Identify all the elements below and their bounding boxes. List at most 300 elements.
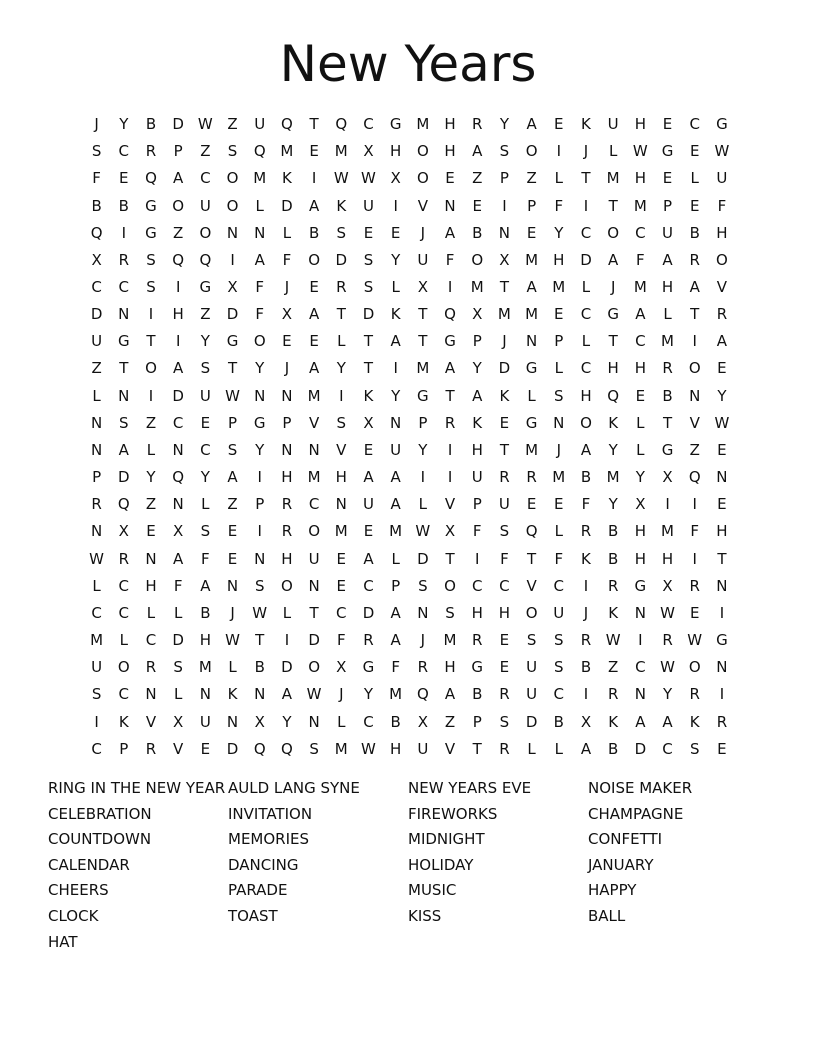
grid-cell[interactable]: V <box>173 739 184 758</box>
grid-cell[interactable]: H <box>471 603 483 622</box>
grid-cell[interactable]: W <box>361 739 376 758</box>
grid-cell[interactable]: B <box>145 115 157 134</box>
grid-cell[interactable]: Q <box>172 468 185 487</box>
grid-cell[interactable]: I <box>583 685 589 704</box>
grid-cell[interactable]: R <box>607 685 619 704</box>
grid-cell[interactable]: N <box>281 440 293 459</box>
grid-cell[interactable]: X <box>173 522 184 541</box>
grid-cell[interactable]: I <box>175 332 181 351</box>
grid-cell[interactable]: D <box>362 305 375 324</box>
grid-cell[interactable]: J <box>420 223 426 242</box>
grid-cell[interactable]: E <box>689 603 700 622</box>
grid-cell[interactable]: R <box>689 250 700 269</box>
grid-cell[interactable]: A <box>526 115 537 134</box>
grid-cell[interactable]: G <box>661 142 674 161</box>
grid-cell[interactable]: N <box>90 522 103 541</box>
grid-cell[interactable]: Y <box>635 468 645 487</box>
grid-cell[interactable]: Z <box>689 440 700 459</box>
grid-cell[interactable]: M <box>525 250 539 269</box>
grid-cell[interactable]: X <box>662 576 673 595</box>
grid-cell[interactable]: R <box>281 495 293 514</box>
grid-cell[interactable]: E <box>635 386 646 405</box>
grid-cell[interactable]: N <box>525 332 538 351</box>
grid-cell[interactable]: T <box>690 305 700 324</box>
grid-cell[interactable]: T <box>581 169 591 188</box>
grid-cell[interactable]: I <box>502 196 507 215</box>
grid-cell[interactable]: M <box>606 169 620 188</box>
grid-cell[interactable]: P <box>472 495 482 514</box>
grid-cell[interactable]: D <box>226 739 239 758</box>
grid-cell[interactable]: V <box>145 712 157 731</box>
grid-cell[interactable]: X <box>390 169 401 188</box>
grid-cell[interactable]: R <box>580 522 592 541</box>
grid-cell[interactable]: E <box>309 332 319 351</box>
grid-cell[interactable]: F <box>445 250 455 269</box>
grid-cell[interactable]: A <box>444 685 456 704</box>
grid-cell[interactable]: O <box>688 658 701 677</box>
grid-cell[interactable]: T <box>255 631 265 650</box>
grid-cell[interactable]: I <box>475 549 480 568</box>
grid-cell[interactable]: D <box>580 250 592 269</box>
grid-cell[interactable]: I <box>447 278 453 297</box>
grid-cell[interactable]: O <box>117 658 130 677</box>
grid-cell[interactable]: Z <box>227 115 238 134</box>
grid-cell[interactable]: W <box>225 386 240 405</box>
grid-cell[interactable]: K <box>363 386 374 405</box>
grid-cell[interactable]: L <box>554 169 563 188</box>
grid-cell[interactable]: R <box>363 631 374 650</box>
grid-cell[interactable]: U <box>526 658 538 677</box>
grid-cell[interactable]: Q <box>253 739 266 758</box>
grid-cell[interactable]: C <box>118 278 130 297</box>
grid-cell[interactable]: X <box>254 712 265 731</box>
grid-cell[interactable]: H <box>634 169 646 188</box>
grid-cell[interactable]: A <box>472 142 483 161</box>
grid-cell[interactable]: M <box>525 440 539 459</box>
grid-cell[interactable]: A <box>390 332 401 351</box>
grid-cell[interactable]: X <box>444 522 456 541</box>
grid-cell[interactable]: E <box>526 223 537 242</box>
grid-cell[interactable]: M <box>307 386 321 405</box>
grid-cell[interactable]: R <box>716 712 728 731</box>
grid-cell[interactable]: Y <box>255 440 265 459</box>
grid-cell[interactable]: A <box>716 332 728 351</box>
grid-cell[interactable]: Q <box>416 685 429 704</box>
grid-cell[interactable]: W <box>714 413 730 432</box>
grid-cell[interactable]: E <box>662 169 673 188</box>
grid-cell[interactable]: M <box>253 169 267 188</box>
grid-cell[interactable]: W <box>415 522 431 541</box>
grid-cell[interactable]: D <box>498 359 511 378</box>
grid-cell[interactable]: E <box>200 413 211 432</box>
grid-cell[interactable]: X <box>499 250 510 269</box>
grid-cell[interactable]: M <box>661 332 674 351</box>
grid-cell[interactable]: H <box>390 142 402 161</box>
grid-cell[interactable]: W <box>306 685 322 704</box>
grid-cell[interactable]: D <box>118 468 130 487</box>
grid-cell[interactable]: O <box>444 576 456 595</box>
grid-cell[interactable]: W <box>660 658 675 677</box>
grid-cell[interactable]: N <box>254 685 266 704</box>
grid-cell[interactable]: T <box>146 332 156 351</box>
grid-cell[interactable]: I <box>121 223 126 242</box>
grid-cell[interactable]: R <box>118 250 129 269</box>
grid-cell[interactable]: V <box>308 413 320 432</box>
grid-cell[interactable]: E <box>119 169 129 188</box>
grid-cell[interactable]: N <box>145 549 157 568</box>
grid-cell[interactable]: M <box>334 142 348 161</box>
grid-cell[interactable]: H <box>281 468 293 487</box>
grid-cell[interactable]: L <box>92 576 101 595</box>
grid-cell[interactable]: O <box>525 142 538 161</box>
grid-cell[interactable]: O <box>145 359 157 378</box>
grid-cell[interactable]: U <box>417 250 429 269</box>
grid-cell[interactable]: U <box>199 386 211 405</box>
grid-cell[interactable]: L <box>527 386 536 405</box>
grid-cell[interactable]: L <box>690 169 699 188</box>
grid-cell[interactable]: W <box>225 631 240 650</box>
grid-cell[interactable]: T <box>499 278 509 297</box>
grid-cell[interactable]: L <box>337 712 346 731</box>
grid-cell[interactable]: F <box>391 658 400 677</box>
grid-cell[interactable]: L <box>119 631 128 650</box>
grid-cell[interactable]: N <box>308 576 320 595</box>
grid-cell[interactable]: Y <box>200 468 210 487</box>
grid-cell[interactable]: G <box>145 196 157 215</box>
grid-cell[interactable]: R <box>716 305 728 324</box>
grid-cell[interactable]: C <box>308 495 320 514</box>
grid-cell[interactable]: V <box>336 440 347 459</box>
grid-cell[interactable]: E <box>146 522 156 541</box>
grid-cell[interactable]: E <box>336 549 347 568</box>
grid-cell[interactable]: L <box>282 223 292 242</box>
grid-cell[interactable]: O <box>607 223 620 242</box>
grid-cell[interactable]: X <box>118 522 129 541</box>
grid-cell[interactable]: B <box>118 196 129 215</box>
grid-cell[interactable]: F <box>173 576 183 595</box>
grid-cell[interactable]: L <box>146 603 156 622</box>
grid-cell[interactable]: I <box>420 468 426 487</box>
grid-cell[interactable]: U <box>662 223 674 242</box>
grid-cell[interactable]: I <box>257 468 262 487</box>
grid-cell[interactable]: T <box>608 332 618 351</box>
grid-cell[interactable]: N <box>226 712 239 731</box>
grid-cell[interactable]: Q <box>199 250 212 269</box>
grid-cell[interactable]: P <box>472 712 482 731</box>
grid-cell[interactable]: G <box>716 631 728 650</box>
grid-cell[interactable]: M <box>470 278 484 297</box>
grid-cell[interactable]: F <box>500 549 509 568</box>
grid-cell[interactable]: L <box>608 142 618 161</box>
grid-cell[interactable]: H <box>281 549 293 568</box>
grid-cell[interactable]: O <box>688 359 701 378</box>
grid-cell[interactable]: Q <box>172 250 185 269</box>
grid-cell[interactable]: C <box>580 359 592 378</box>
grid-cell[interactable]: U <box>471 468 483 487</box>
grid-cell[interactable]: E <box>499 631 510 650</box>
grid-cell[interactable]: L <box>255 196 264 215</box>
grid-cell[interactable]: F <box>690 522 700 541</box>
grid-cell[interactable]: R <box>281 522 293 541</box>
grid-cell[interactable]: A <box>173 549 184 568</box>
grid-cell[interactable]: J <box>284 278 290 297</box>
grid-cell[interactable]: J <box>556 440 561 459</box>
grid-cell[interactable]: H <box>172 305 184 324</box>
grid-cell[interactable]: L <box>636 413 645 432</box>
grid-cell[interactable]: I <box>94 712 99 731</box>
grid-cell[interactable]: Z <box>200 142 211 161</box>
grid-cell[interactable]: Z <box>145 413 157 432</box>
grid-cell[interactable]: G <box>525 359 538 378</box>
grid-cell[interactable]: L <box>527 739 536 758</box>
grid-cell[interactable]: L <box>663 305 672 324</box>
grid-cell[interactable]: K <box>499 386 510 405</box>
grid-cell[interactable]: P <box>228 413 238 432</box>
grid-cell[interactable]: R <box>444 413 456 432</box>
grid-cell[interactable]: Q <box>335 115 348 134</box>
grid-cell[interactable]: D <box>172 386 184 405</box>
grid-cell[interactable]: V <box>689 413 700 432</box>
grid-cell[interactable]: S <box>146 278 156 297</box>
grid-cell[interactable]: G <box>362 658 375 677</box>
grid-cell[interactable]: U <box>199 712 211 731</box>
grid-cell[interactable]: C <box>200 169 211 188</box>
grid-cell[interactable]: C <box>363 115 374 134</box>
grid-cell[interactable]: V <box>444 739 456 758</box>
grid-cell[interactable]: Y <box>499 115 509 134</box>
grid-cell[interactable]: H <box>634 522 646 541</box>
grid-cell[interactable]: D <box>417 549 429 568</box>
grid-cell[interactable]: L <box>391 278 400 297</box>
grid-cell[interactable]: A <box>363 468 374 487</box>
grid-cell[interactable]: P <box>173 142 183 161</box>
grid-cell[interactable]: I <box>148 305 154 324</box>
grid-cell[interactable]: N <box>716 658 728 677</box>
grid-cell[interactable]: I <box>257 522 262 541</box>
grid-cell[interactable]: N <box>716 576 728 595</box>
grid-cell[interactable]: O <box>580 413 592 432</box>
grid-cell[interactable]: J <box>339 685 344 704</box>
grid-cell[interactable]: A <box>254 250 265 269</box>
grid-cell[interactable]: O <box>308 658 320 677</box>
grid-cell[interactable]: C <box>363 576 374 595</box>
grid-cell[interactable]: M <box>552 278 566 297</box>
grid-cell[interactable]: C <box>172 413 184 432</box>
grid-cell[interactable]: K <box>581 115 591 134</box>
grid-cell[interactable]: Q <box>117 495 130 514</box>
grid-cell[interactable]: U <box>526 685 538 704</box>
grid-cell[interactable]: B <box>472 685 483 704</box>
grid-cell[interactable]: Q <box>90 223 103 242</box>
grid-cell[interactable]: I <box>638 631 643 650</box>
grid-cell[interactable]: N <box>417 603 429 622</box>
grid-cell[interactable]: M <box>633 196 647 215</box>
grid-cell[interactable]: M <box>416 115 430 134</box>
grid-cell[interactable]: U <box>390 440 402 459</box>
grid-cell[interactable]: Y <box>418 440 428 459</box>
grid-cell[interactable]: E <box>390 223 401 242</box>
grid-cell[interactable]: H <box>145 576 157 595</box>
grid-cell[interactable]: S <box>200 522 211 541</box>
grid-cell[interactable]: C <box>91 278 102 297</box>
grid-cell[interactable]: W <box>605 631 621 650</box>
grid-cell[interactable]: W <box>361 169 376 188</box>
grid-cell[interactable]: F <box>472 522 482 541</box>
grid-cell[interactable]: A <box>580 739 592 758</box>
grid-cell[interactable]: U <box>254 115 266 134</box>
grid-cell[interactable]: M <box>661 522 674 541</box>
grid-cell[interactable]: S <box>200 359 211 378</box>
grid-cell[interactable]: K <box>118 712 129 731</box>
grid-cell[interactable]: G <box>716 115 728 134</box>
grid-cell[interactable]: X <box>417 712 428 731</box>
grid-cell[interactable]: Z <box>526 169 537 188</box>
grid-cell[interactable]: M <box>307 468 321 487</box>
grid-cell[interactable]: Z <box>472 169 483 188</box>
grid-cell[interactable]: O <box>226 196 239 215</box>
grid-cell[interactable]: M <box>334 739 348 758</box>
grid-cell[interactable]: X <box>580 712 592 731</box>
grid-cell[interactable]: I <box>447 440 453 459</box>
grid-cell[interactable]: I <box>311 169 317 188</box>
grid-cell[interactable]: K <box>608 712 619 731</box>
grid-cell[interactable]: U <box>362 495 374 514</box>
grid-cell[interactable]: T <box>119 359 129 378</box>
grid-cell[interactable]: R <box>662 631 673 650</box>
grid-cell[interactable]: N <box>390 413 402 432</box>
grid-cell[interactable]: X <box>363 142 374 161</box>
grid-cell[interactable]: J <box>502 332 507 351</box>
grid-cell[interactable]: T <box>445 386 455 405</box>
grid-cell[interactable]: R <box>580 631 592 650</box>
grid-cell[interactable]: S <box>91 685 102 704</box>
grid-cell[interactable]: C <box>118 685 130 704</box>
grid-cell[interactable]: L <box>554 739 563 758</box>
grid-cell[interactable]: C <box>580 305 592 324</box>
grid-cell[interactable]: P <box>418 413 428 432</box>
grid-cell[interactable]: L <box>636 440 645 459</box>
grid-cell[interactable]: N <box>90 413 103 432</box>
grid-cell[interactable]: O <box>281 576 293 595</box>
grid-cell[interactable]: Y <box>391 250 401 269</box>
grid-cell[interactable]: Y <box>608 495 618 514</box>
grid-cell[interactable]: A <box>444 359 456 378</box>
grid-cell[interactable]: M <box>443 631 457 650</box>
grid-cell[interactable]: A <box>227 468 238 487</box>
grid-cell[interactable]: K <box>390 305 401 324</box>
grid-cell[interactable]: L <box>228 658 237 677</box>
grid-cell[interactable]: O <box>416 169 429 188</box>
grid-cell[interactable]: Y <box>363 685 374 704</box>
grid-cell[interactable]: N <box>716 468 728 487</box>
grid-cell[interactable]: X <box>281 305 293 324</box>
grid-cell[interactable]: A <box>390 603 401 622</box>
grid-cell[interactable]: Q <box>145 169 157 188</box>
grid-cell[interactable]: V <box>444 495 456 514</box>
grid-cell[interactable]: C <box>118 576 130 595</box>
grid-cell[interactable]: E <box>526 495 537 514</box>
grid-cell[interactable]: K <box>689 712 700 731</box>
grid-cell[interactable]: C <box>91 603 102 622</box>
grid-cell[interactable]: X <box>227 278 238 297</box>
grid-cell[interactable]: E <box>336 576 347 595</box>
grid-cell[interactable]: I <box>692 549 697 568</box>
grid-cell[interactable]: P <box>472 332 482 351</box>
grid-cell[interactable]: G <box>444 332 456 351</box>
grid-cell[interactable]: N <box>689 386 701 405</box>
grid-cell[interactable]: N <box>335 495 347 514</box>
grid-cell[interactable]: L <box>282 603 292 622</box>
grid-cell[interactable]: A <box>635 305 646 324</box>
grid-cell[interactable]: R <box>526 468 537 487</box>
grid-cell[interactable]: R <box>91 495 102 514</box>
grid-cell[interactable]: N <box>118 386 130 405</box>
grid-cell[interactable]: I <box>556 142 561 161</box>
grid-cell[interactable]: O <box>308 250 320 269</box>
grid-cell[interactable]: E <box>363 440 374 459</box>
grid-cell[interactable]: N <box>634 685 646 704</box>
grid-cell[interactable]: U <box>91 658 103 677</box>
grid-cell[interactable]: G <box>634 576 647 595</box>
grid-cell[interactable]: H <box>580 386 592 405</box>
grid-cell[interactable]: U <box>362 196 374 215</box>
grid-cell[interactable]: N <box>308 440 320 459</box>
grid-cell[interactable]: I <box>230 250 235 269</box>
grid-cell[interactable]: P <box>119 739 129 758</box>
grid-cell[interactable]: B <box>553 712 564 731</box>
grid-cell[interactable]: N <box>634 603 646 622</box>
grid-cell[interactable]: P <box>255 495 265 514</box>
grid-cell[interactable]: W <box>660 603 675 622</box>
grid-cell[interactable]: I <box>393 359 398 378</box>
grid-cell[interactable]: T <box>363 359 374 378</box>
grid-cell[interactable]: G <box>417 386 429 405</box>
grid-cell[interactable]: U <box>553 603 565 622</box>
grid-cell[interactable]: A <box>580 440 592 459</box>
grid-cell[interactable]: D <box>172 115 184 134</box>
grid-cell[interactable]: H <box>444 658 456 677</box>
grid-cell[interactable]: H <box>661 549 674 568</box>
grid-cell[interactable]: P <box>554 332 564 351</box>
grid-cell[interactable]: O <box>471 250 484 269</box>
grid-cell[interactable]: G <box>145 223 157 242</box>
grid-cell[interactable]: B <box>200 603 211 622</box>
grid-cell[interactable]: O <box>226 169 239 188</box>
grid-cell[interactable]: E <box>499 413 510 432</box>
grid-cell[interactable]: B <box>580 468 592 487</box>
grid-cell[interactable]: C <box>499 576 510 595</box>
grid-cell[interactable]: G <box>525 413 538 432</box>
grid-cell[interactable]: A <box>173 169 184 188</box>
grid-cell[interactable]: A <box>390 468 401 487</box>
grid-cell[interactable]: O <box>525 603 538 622</box>
grid-cell[interactable]: U <box>91 332 103 351</box>
grid-cell[interactable]: A <box>472 386 483 405</box>
grid-cell[interactable]: S <box>146 250 156 269</box>
grid-cell[interactable]: G <box>117 332 130 351</box>
grid-cell[interactable]: R <box>472 115 483 134</box>
grid-cell[interactable]: Y <box>608 440 618 459</box>
grid-cell[interactable]: S <box>227 440 238 459</box>
grid-cell[interactable]: Y <box>391 386 401 405</box>
grid-cell[interactable]: S <box>227 142 238 161</box>
grid-cell[interactable]: I <box>339 386 344 405</box>
grid-cell[interactable]: F <box>255 305 265 324</box>
grid-cell[interactable]: Q <box>444 305 456 324</box>
grid-cell[interactable]: N <box>254 386 266 405</box>
grid-cell[interactable]: Y <box>717 386 727 405</box>
grid-cell[interactable]: D <box>172 631 184 650</box>
